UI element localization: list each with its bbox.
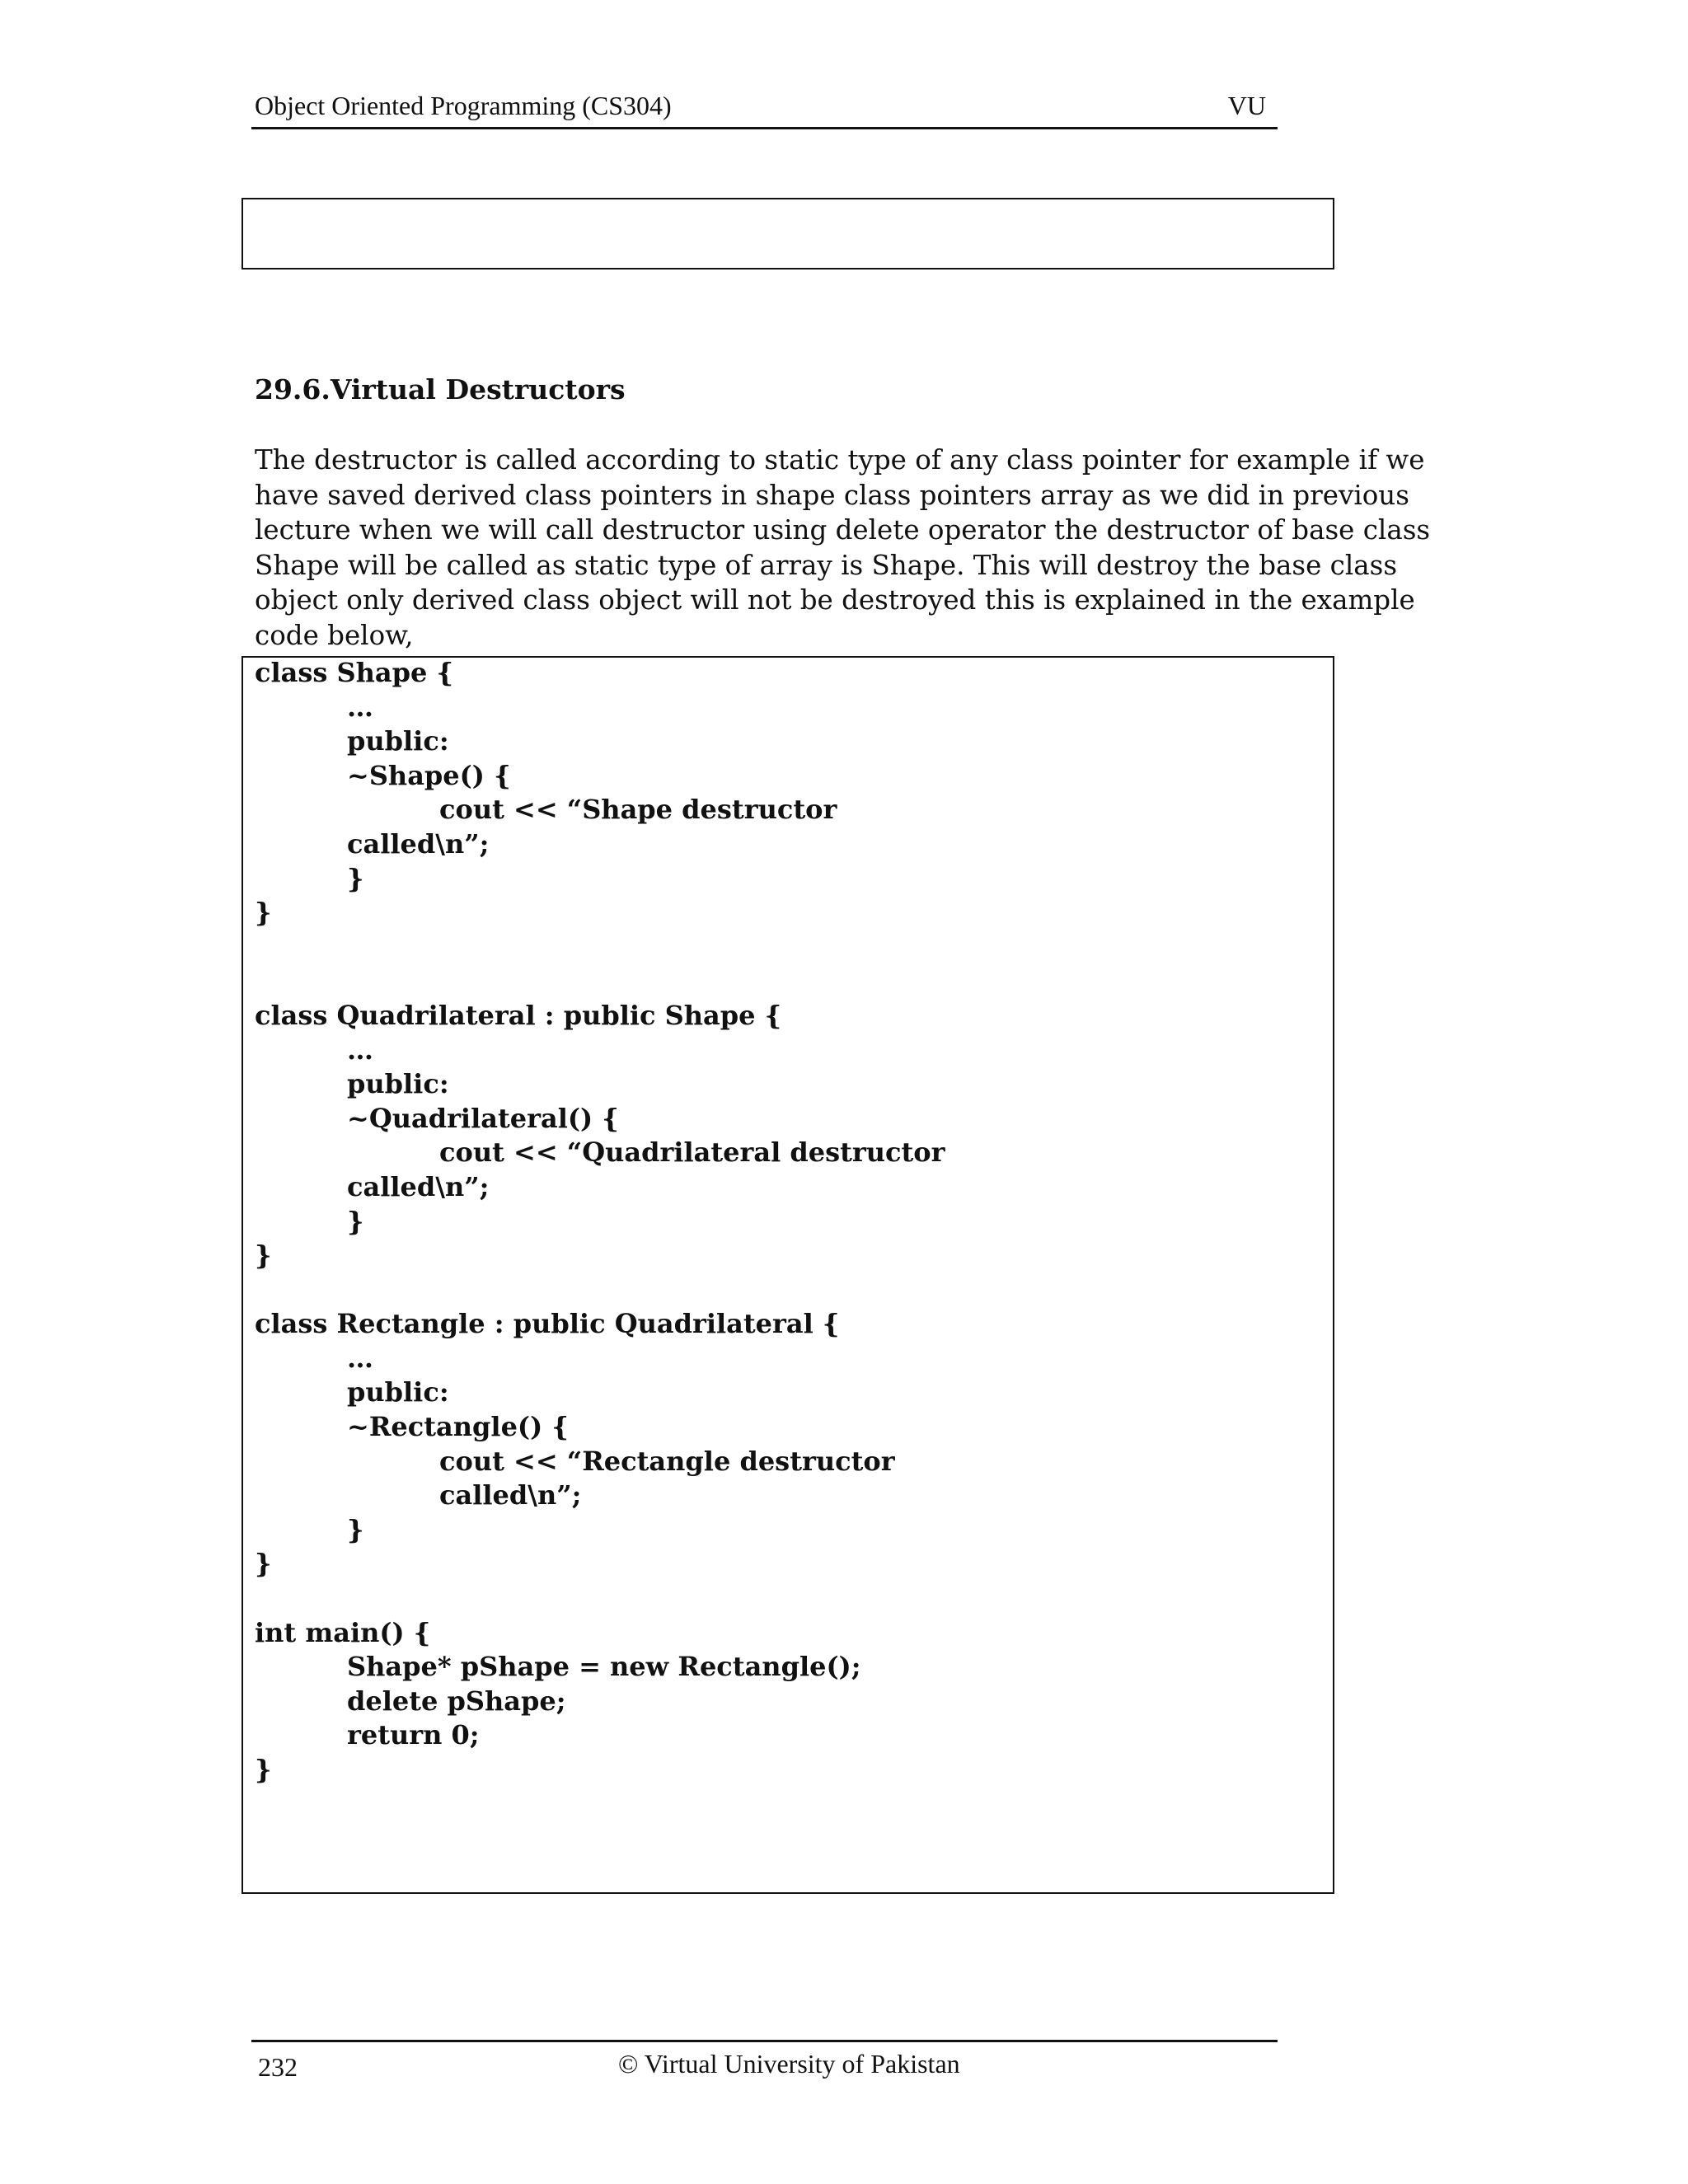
code-line: } [347,862,364,894]
page-header [251,89,1278,129]
code-line: int main() { [255,1616,431,1648]
page-footer [251,2040,1278,2092]
code-line: cout << “Shape destructor [439,794,837,826]
code-line: delete pShape; [347,1685,566,1717]
paragraph-line: object only derived class object will not be destroyed this is explained in the example [255,584,1415,616]
code-line [255,1582,945,1616]
institution-short: VU [1227,91,1266,120]
code-line: } [255,1240,272,1272]
code-line: } [347,1205,364,1237]
course-title: Object Oriented Programming (CS304) [255,91,672,120]
code-line: called\n”; [439,1479,582,1511]
page-number: 232 [258,2052,298,2082]
paragraph-line: code below, [255,619,414,651]
code-line: ~Rectangle() { [347,1411,569,1443]
body-paragraph [255,443,1431,653]
section-heading: 29.6.Virtual Destructors [255,373,626,405]
code-line: } [255,1754,272,1785]
code-line: … [347,1033,373,1066]
code-line: … [347,1342,373,1374]
code-line: Shape* pShape = new Rectangle(); [347,1651,861,1683]
code-line: public: [347,1068,449,1100]
code-line: ~Shape() { [347,759,511,791]
code-line: … [347,691,373,723]
code-line: called\n”; [347,827,490,860]
empty-box [241,198,1334,269]
code-line [255,964,945,999]
code-line: cout << “Rectangle destructor [439,1445,895,1477]
paragraph-line: The destructor is called according to static type of any class pointer for example if we [255,444,1425,476]
code-line [255,930,945,965]
code-line: class Rectangle : public Quadrilateral { [255,1308,840,1340]
code-line: return 0; [347,1719,480,1751]
code-line: cout << “Quadrilateral destructor [439,1137,945,1169]
copyright-notice: © Virtual University of Pakistan [618,2049,960,2079]
code-line: } [347,1513,364,1545]
code-line: } [255,897,272,929]
paragraph-line: Shape will be called as static type of array is Shape. This will destroy the base class [255,549,1397,581]
code-line: } [255,1548,272,1580]
code-line [255,1273,945,1308]
code-line: class Quadrilateral : public Shape { [255,999,782,1031]
paragraph-line: have saved derived class pointers in shape class pointers array as we did in previous [255,479,1409,511]
code-listing [255,656,945,1788]
code-line: public: [347,1376,449,1408]
code-line: public: [347,725,449,757]
code-line: called\n”; [347,1170,490,1202]
code-line: ~Quadrilateral() { [347,1102,619,1134]
paragraph-line: lecture when we will call destructor using delete operator the destructor of base class [255,514,1431,546]
code-line: class Shape { [255,657,454,688]
